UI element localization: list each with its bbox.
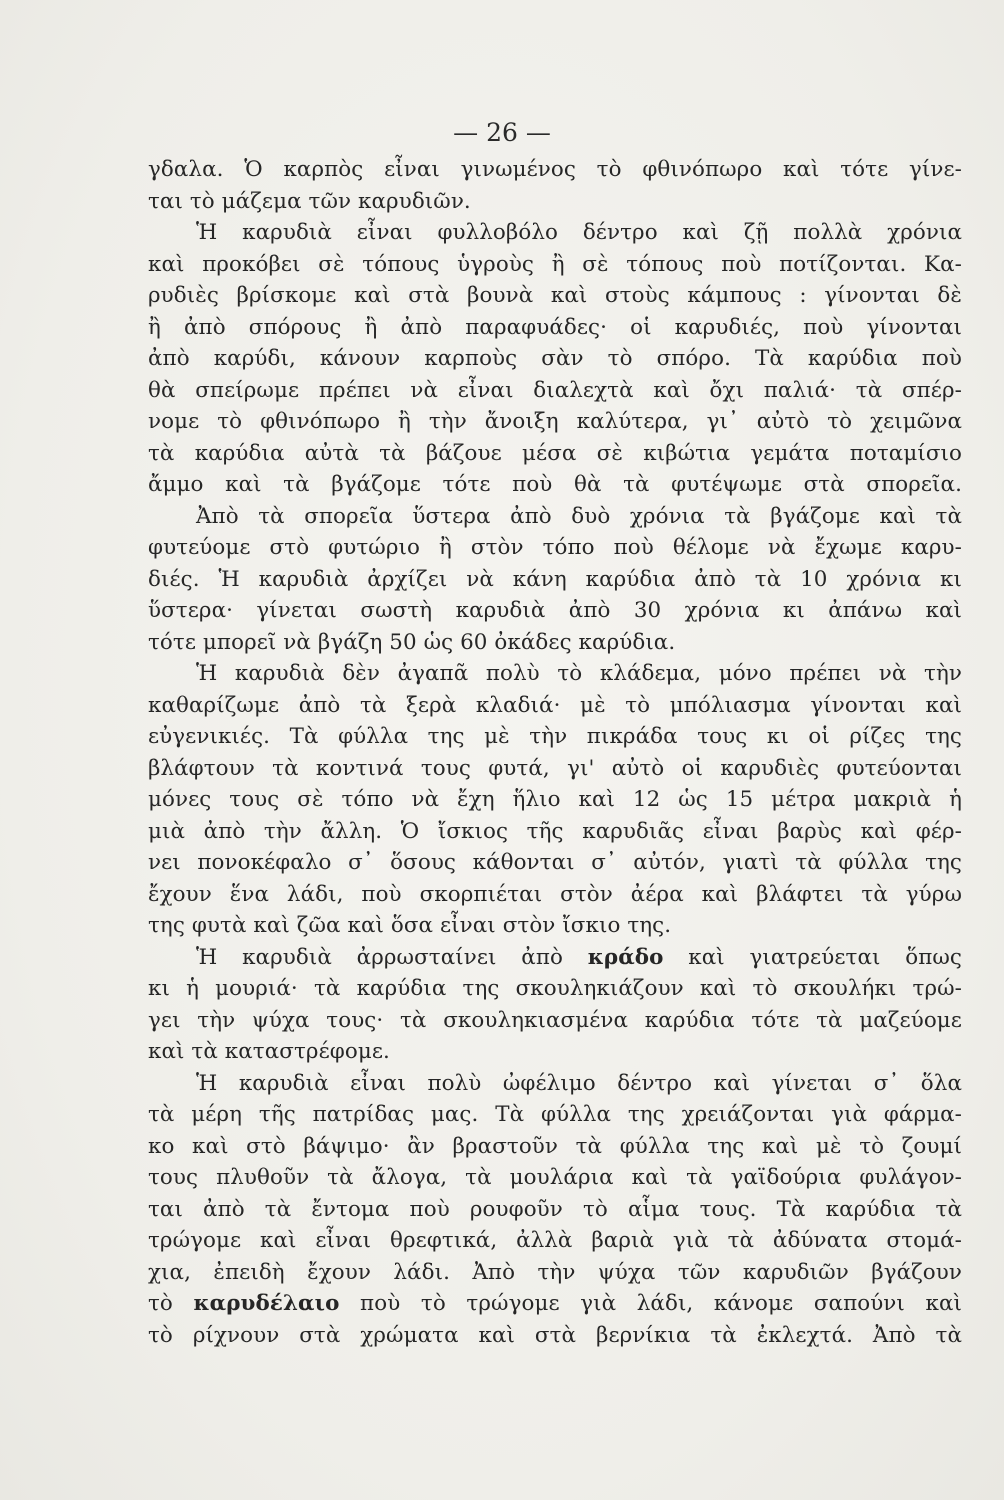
bold-term: καρυδέλαιο	[193, 1291, 340, 1316]
line-text: τότε μπορεῖ νὰ βγάζη 50 ὡς 60 ὀκάδες καρύδια.	[148, 629, 676, 655]
line-text-continued: ποὺ τὸ τρώγομε γιὰ λάδι, κάνομε σαπούνι καὶ	[339, 1291, 963, 1316]
text-line	[148, 784, 962, 816]
line-text: θὰ σπείρωμε πρέπει νὰ εἶναι διαλεχτὰ καὶ ὄχι παλιά· τὰ σπέρ-	[148, 377, 962, 403]
text-line	[148, 186, 962, 218]
text-line	[148, 879, 962, 911]
text-line	[148, 438, 962, 470]
text-line	[148, 532, 962, 564]
text-line	[148, 280, 962, 312]
text-line	[148, 753, 962, 785]
text-line	[148, 973, 962, 1005]
line-text: τρώγομε καὶ εἶναι θρεφτικά, ἀλλὰ βαριὰ γιὰ τὰ ἀδύνατα στομά-	[148, 1228, 962, 1253]
text-line	[148, 658, 962, 690]
text-line	[148, 690, 962, 722]
line-text: της φυτὰ καὶ ζῶα καὶ ὅσα εἶναι στὸν ἴσκιο της.	[148, 913, 672, 938]
line-text: τὰ μέρη τῆς πατρίδας μας. Τὰ φύλλα της χρειάζονται γιὰ φάρμα-	[148, 1102, 962, 1127]
text-line	[148, 312, 962, 344]
text-line	[148, 1288, 962, 1320]
line-text: ἀπὸ καρύδι, κάνουν καρποὺς σὰν τὸ σπόρο. Τὰ καρύδια ποὺ	[148, 346, 962, 371]
text-line	[148, 1162, 962, 1194]
line-text: τὸ	[148, 1291, 194, 1316]
text-line	[148, 501, 962, 533]
line-text: χια, ἐπειδὴ ἔχουν λάδι. Ἀπὸ τὴν ψύχα τῶν καρυδιῶν βγάζουν	[148, 1259, 962, 1285]
text-line	[148, 847, 962, 879]
text-line	[148, 910, 962, 942]
text-line	[148, 942, 962, 974]
line-text: εὐγενικιές. Τὰ φύλλα της μὲ τὴν πικράδα τους κι οἱ ρίζες της	[148, 724, 962, 749]
line-text: γδαλα. Ὁ καρπὸς εἶναι γινωμένος τὸ φθινόπωρο καὶ τότε γίνε-	[148, 157, 962, 182]
line-text: μιὰ ἀπὸ τὴν ἄλλη. Ὁ ἴσκιος τῆς καρυδιᾶς εἶναι βαρὺς καὶ φέρ-	[148, 818, 962, 844]
page-number: — 26 —	[453, 118, 551, 147]
text-line	[148, 469, 962, 501]
line-text-continued: καὶ γιατρεύεται ὅπως	[663, 944, 962, 970]
line-text: κι ἡ μουριά· τὰ καρύδια της σκουληκιάζουν καὶ τὸ σκουλήκι τρώ-	[148, 976, 962, 1001]
text-line	[148, 217, 962, 249]
text-line	[148, 343, 962, 375]
text-line	[148, 1005, 962, 1037]
text-line	[148, 721, 962, 753]
line-text: ται ἀπὸ τὰ ἔντομα ποὺ ρουφοῦν τὸ αἷμα τους. Τὰ καρύδια τὰ	[148, 1196, 962, 1222]
line-text: καὶ προκόβει σὲ τόπους ὑγροὺς ἢ σὲ τόπους ποὺ ποτίζονται. Κα-	[148, 251, 962, 277]
line-text: νομε τὸ φθινόπωρο ἢ τὴν ἄνοιξη καλύτερα, γι᾽ αὐτὸ τὸ χειμῶνα	[148, 409, 962, 434]
text-line	[148, 1131, 962, 1163]
text-line	[148, 154, 962, 186]
text-line	[148, 564, 962, 596]
line-text: βλάφτουν τὰ κοντινά τους φυτά, γι' αὐτὸ οἱ καρυδιὲς φυτεύονται	[148, 755, 962, 781]
line-text: διές. Ἡ καρυδιὰ ἀρχίζει νὰ κάνη καρύδια ἀπὸ τὰ 10 χρόνια κι	[148, 566, 962, 592]
text-line	[148, 1036, 962, 1068]
line-text: καὶ τὰ καταστρέφομε.	[148, 1039, 390, 1064]
text-line	[148, 1099, 962, 1131]
line-text: Ἀπὸ τὰ σπορεῖα ὕστερα ἀπὸ δυὸ χρόνια τὰ βγάζομε καὶ τὰ	[196, 503, 962, 529]
line-text: ἔχουν ἕνα λάδι, ποὺ σκορπιέται στὸν ἀέρα καὶ βλάφτει τὰ γύρω	[148, 881, 962, 907]
text-line	[148, 375, 962, 407]
line-text: Ἡ καρυδιὰ εἶναι πολὺ ὠφέλιμο δέντρο καὶ γίνεται σ᾽ ὅλα	[196, 1070, 962, 1096]
line-text: Ἡ καρυδιὰ εἶναι φυλλοβόλο δέντρο καὶ ζῇ πολλὰ χρόνια	[196, 220, 962, 245]
text-line	[148, 1320, 962, 1352]
text-line	[148, 1257, 962, 1289]
line-text: τους πλυθοῦν τὰ ἄλογα, τὰ μουλάρια καὶ τὰ γαϊδούρια φυλάγον-	[148, 1165, 962, 1190]
line-text: κο καὶ στὸ βάψιμο· ἂν βραστοῦν τὰ φύλλα της καὶ μὲ τὸ ζουμί	[148, 1133, 962, 1159]
bold-term: κράδο	[587, 944, 664, 970]
text-line	[148, 627, 962, 659]
line-text: γει τὴν ψύχα τους· τὰ σκουληκιασμένα καρύδια τότε τὰ μαζεύομε	[148, 1007, 962, 1033]
line-text: Ἡ καρυδιὰ ἀρρωσταίνει ἀπὸ	[196, 944, 588, 970]
line-text: μόνες τους σὲ τόπο νὰ ἔχη ἥλιο καὶ 12 ὡς 15 μέτρα μακριὰ ἡ	[148, 787, 962, 812]
line-text: ὕστερα· γίνεται σωστὴ καρυδιὰ ἀπὸ 30 χρόνια κι ἀπάνω καὶ	[148, 598, 962, 623]
line-text: ται τὸ μάζεμα τῶν καρυδιῶν.	[148, 188, 471, 214]
text-line	[148, 1068, 962, 1100]
text-line	[148, 595, 962, 627]
line-text: Ἡ καρυδιὰ δὲν ἀγαπᾶ πολὺ τὸ κλάδεμα, μόνο πρέπει νὰ τὴν	[196, 661, 962, 686]
line-text: ἄμμο καὶ τὰ βγάζομε τότε ποὺ θὰ τὰ φυτέψωμε στὰ σπορεῖα.	[148, 472, 962, 497]
text-line	[148, 249, 962, 281]
line-text: φυτεύομε στὸ φυτώριο ἢ στὸν τόπο ποὺ θέλομε νὰ ἔχωμε καρυ-	[148, 535, 962, 560]
line-text: καθαρίζωμε ἀπὸ τὰ ξερὰ κλαδιά· μὲ τὸ μπόλιασμα γίνονται καὶ	[148, 692, 962, 718]
text-line	[148, 1194, 962, 1226]
text-line	[148, 816, 962, 848]
text-line	[148, 1225, 962, 1257]
text-line	[148, 406, 962, 438]
line-text: ρυδιὲς βρίσκομε καὶ στὰ βουνὰ καὶ στοὺς κάμπους : γίνονται δὲ	[148, 283, 962, 308]
line-text: νει πονοκέφαλο σ᾽ ὅσους κάθονται σ᾽ αὐτόν, γιατὶ τὰ φύλλα της	[148, 850, 962, 875]
body-text	[148, 154, 962, 1351]
line-text: τὰ καρύδια αὐτὰ τὰ βάζουε μέσα σὲ κιβώτια γεμάτα ποταμίσιο	[148, 440, 962, 466]
line-text: τὸ ρίχνουν στὰ χρώματα καὶ στὰ βερνίκια τὰ ἐκλεχτά. Ἀπὸ τὰ	[148, 1322, 962, 1348]
line-text: ἢ ἀπὸ σπόρους ἢ ἀπὸ παραφυάδες· οἱ καρυδιές, ποὺ γίνονται	[148, 314, 962, 340]
